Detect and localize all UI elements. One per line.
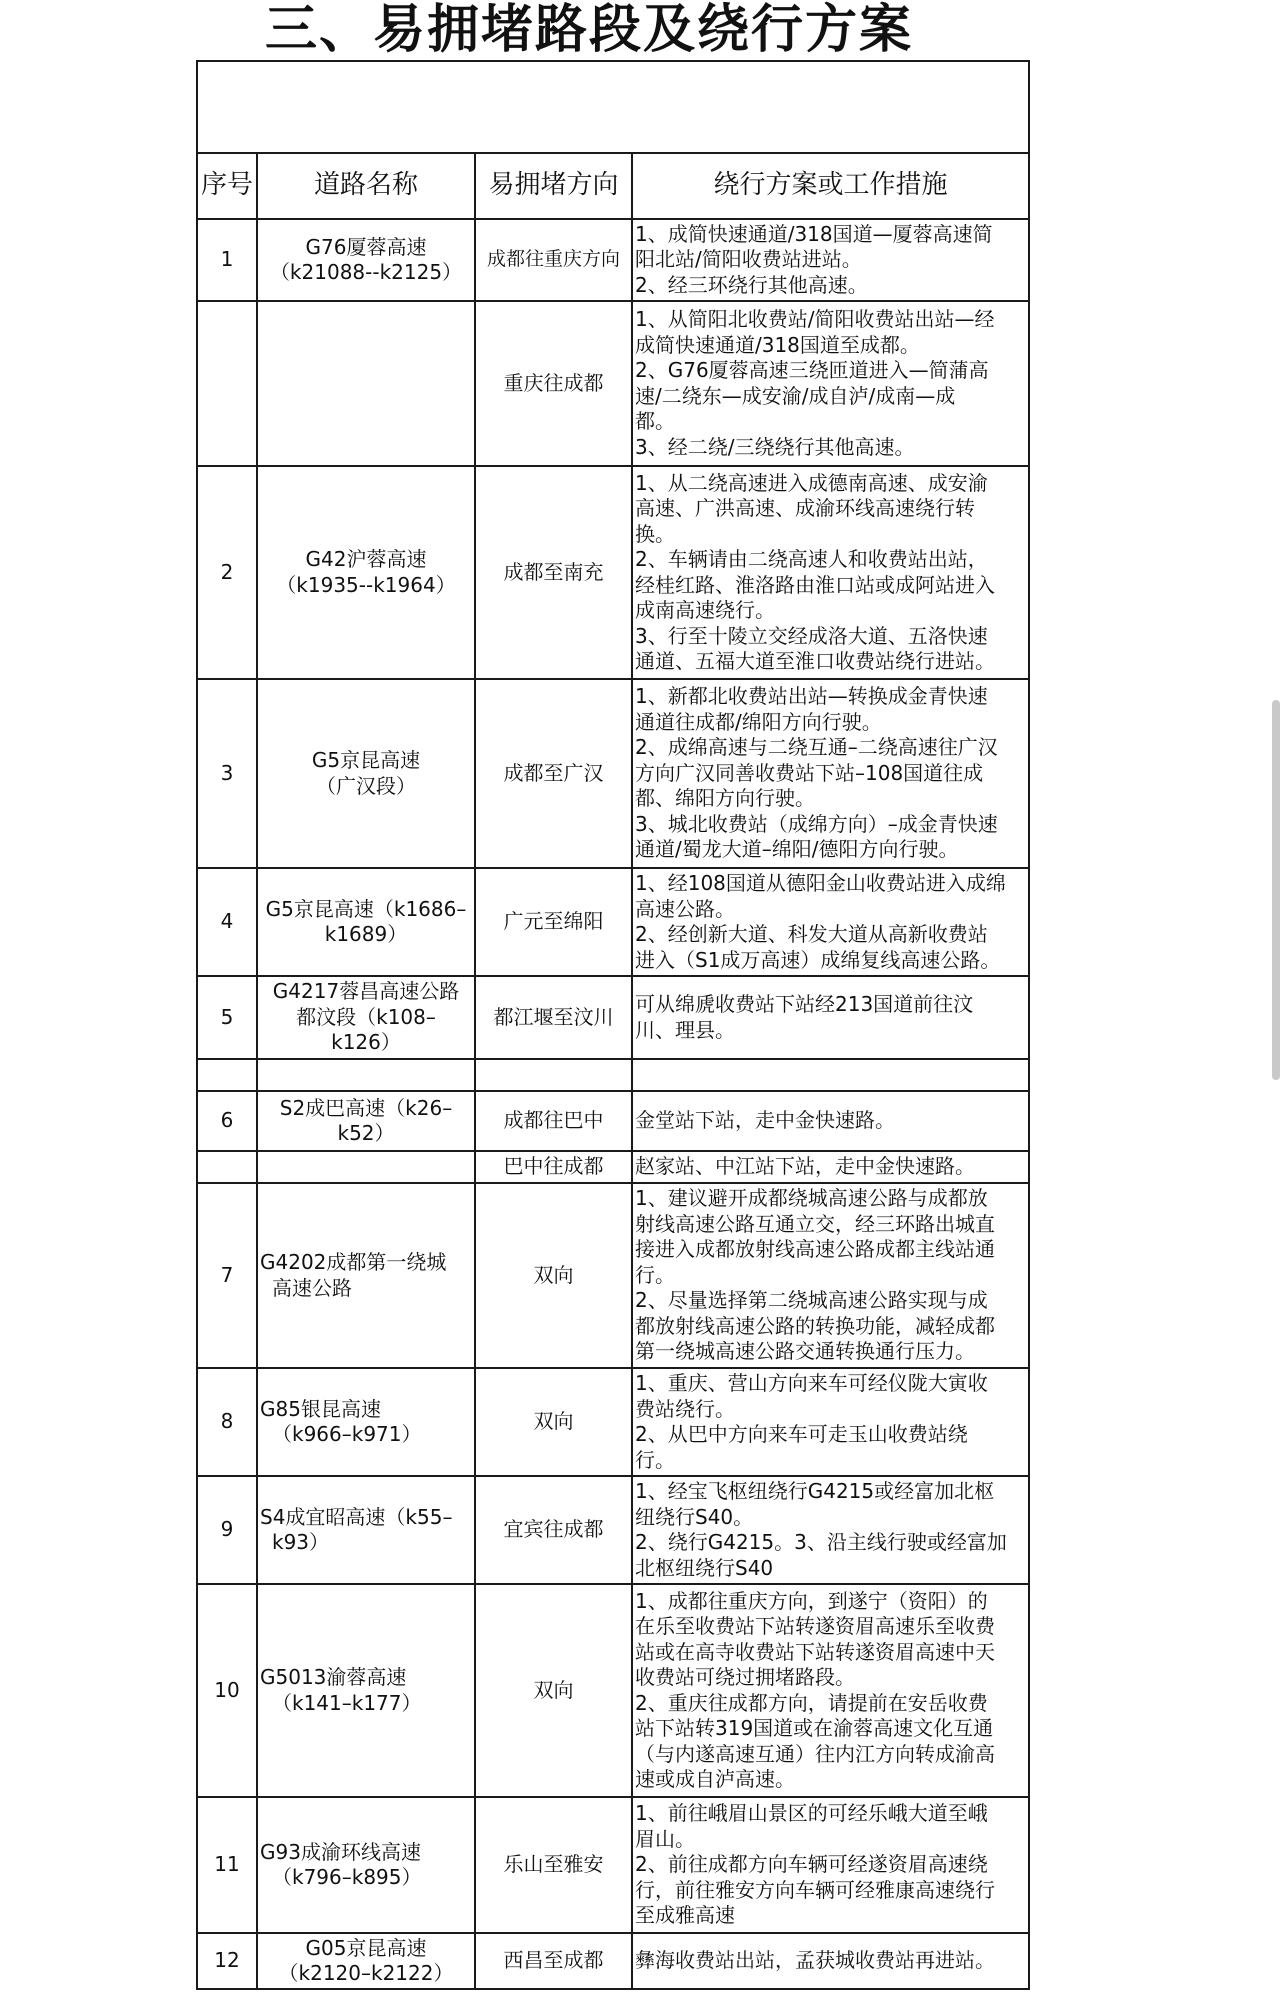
- road-cell: [257, 219, 475, 301]
- cell-line: （k2120–k2122）: [278, 1961, 454, 1985]
- cell-line: 阳北站/简阳收费站进站。: [635, 247, 862, 272]
- cell-line: G85银昆高速: [260, 1396, 381, 1421]
- direction-cell: [475, 1059, 632, 1091]
- cell-line: 成简快速通道/318国道至成都。: [635, 332, 920, 357]
- road-cell: [257, 1151, 475, 1183]
- cell-line: 2、经三环绕行其他高速。: [635, 272, 868, 297]
- header-direction: 易拥堵方向: [475, 153, 632, 219]
- table-row: [197, 301, 1029, 466]
- plan-cell: [632, 868, 1029, 976]
- cell-line: 赵家站、中江站下站，走中金快速路。: [635, 1154, 975, 1179]
- cell-line: 2、尽量选择第二绕城高速公路实现与成: [635, 1288, 988, 1313]
- seq-cell: 12: [197, 1933, 257, 1989]
- road-cell: [257, 1933, 475, 1989]
- cell-line: G05京昆高速: [305, 1935, 427, 1960]
- direction-cell: 都江堰至汶川: [475, 976, 632, 1059]
- cell-line: （广汉段）: [316, 773, 416, 798]
- cell-line: 接进入成都放射线高速公路成都主线站通: [635, 1237, 995, 1262]
- cell-line: 行，前往雅安方向车辆可经雅康高速绕行: [635, 1877, 995, 1902]
- seq-cell: [197, 1059, 257, 1091]
- cell-line: 1、前往峨眉山景区的可经乐峨大道至峨: [635, 1801, 988, 1826]
- table-row: [197, 1933, 1029, 1989]
- cell-line: 纽绕行S40。: [635, 1504, 754, 1529]
- cell-line: 金堂站下站，走中金快速路。: [635, 1108, 895, 1133]
- direction-cell: 乐山至雅安: [475, 1797, 632, 1933]
- cell-line: 射线高速公路互通立交，经三环路出城直: [635, 1211, 995, 1236]
- cell-line: 进入（S1成万高速）成绵复线高速公路。: [635, 947, 1001, 972]
- cell-line: 2、绕行G4215。3、沿主线行驶或经富加: [635, 1530, 1007, 1554]
- road-cell: [257, 679, 475, 868]
- cell-line: 都。: [635, 409, 675, 433]
- seq-cell: 1: [197, 219, 257, 301]
- cell-line: 3、城北收费站（成绵方向）–成金青快速: [635, 811, 998, 836]
- table-row: [197, 1059, 1029, 1091]
- header-road: 道路名称: [257, 153, 475, 219]
- seq-cell: [197, 1151, 257, 1183]
- cell-line: G4217蓉昌高速公路: [272, 979, 460, 1004]
- table-row: [197, 1151, 1029, 1183]
- table-row: [197, 679, 1029, 868]
- table-header-row: [197, 153, 1029, 219]
- cell-line: 换。: [635, 521, 675, 546]
- direction-cell: 双向: [475, 1183, 632, 1368]
- cell-line: S4成宜昭高速（k55–: [260, 1504, 453, 1529]
- direction-cell: 宜宾往成都: [475, 1476, 632, 1584]
- cell-line: 在乐至收费站下站转遂资眉高速乐至收费: [635, 1614, 995, 1638]
- plan-cell: [632, 1368, 1029, 1476]
- cell-line: 可从绵虒收费站下站经213国道前往汶: [635, 992, 974, 1016]
- plan-cell: [632, 1151, 1029, 1183]
- table-row: [197, 219, 1029, 301]
- cell-line: k52）: [337, 1121, 395, 1145]
- cell-line: G5京昆高速: [311, 748, 421, 772]
- cell-line: 经桂红路、淮洛路由淮口站或成阿站进入: [635, 572, 995, 597]
- plan-cell: [632, 1797, 1029, 1933]
- cell-line: （k796–k895）: [272, 1865, 422, 1889]
- cell-line: 通道/蜀龙大道–绵阳/德阳方向行驶。: [635, 837, 959, 862]
- road-cell: [257, 976, 475, 1059]
- cell-line: 眉山。: [635, 1826, 695, 1851]
- table-blank-row: [197, 61, 1029, 153]
- seq-cell: 5: [197, 976, 257, 1059]
- direction-cell: 巴中往成都: [475, 1151, 632, 1183]
- direction-cell: 双向: [475, 1584, 632, 1797]
- cell-line: 都、绵阳方向行驶。: [635, 786, 815, 811]
- table-row: [197, 1183, 1029, 1368]
- seq-cell: 4: [197, 868, 257, 976]
- table-row: [197, 1584, 1029, 1797]
- road-cell: [257, 1183, 475, 1368]
- cell-line: k126）: [331, 1030, 401, 1055]
- plan-cell: [632, 466, 1029, 679]
- plan-cell: [632, 1933, 1029, 1989]
- cell-line: 至成雅高速: [635, 1903, 735, 1928]
- cell-line: S2成巴高速（k26–: [279, 1095, 453, 1120]
- seq-cell: 6: [197, 1091, 257, 1151]
- cell-line: 1、成都往重庆方向，到遂宁（资阳）的: [635, 1588, 988, 1613]
- plan-cell: [632, 976, 1029, 1059]
- detour-table: [196, 60, 1030, 1990]
- cell-line: 高速公路。: [635, 896, 735, 921]
- direction-cell: 成都往重庆方向: [475, 219, 632, 301]
- cell-line: G93成渝环线高速: [260, 1839, 421, 1864]
- cell-line: 方向广汉同善收费站下站–108国道往成: [635, 760, 984, 785]
- cell-line: 都放射线高速公路的转换功能，减轻成都: [635, 1313, 995, 1338]
- cell-line: 1、从二绕高速进入成德南高速、成安渝: [635, 470, 988, 495]
- cell-line: 2、车辆请由二绕高速人和收费站出站，: [635, 547, 988, 571]
- road-cell: [257, 1059, 475, 1091]
- plan-cell: [632, 301, 1029, 466]
- plan-cell: [632, 1183, 1029, 1368]
- cell-line: 2、成绵高速与二绕互通–二绕高速往广汉: [635, 735, 998, 760]
- cell-line: 行。: [635, 1447, 675, 1472]
- direction-cell: 双向: [475, 1368, 632, 1476]
- cell-line: 成南高速绕行。: [635, 598, 775, 622]
- cell-line: （k21088--k2125）: [269, 260, 463, 284]
- cell-line: 速/二绕东—成安渝/成自泸/成南—成: [635, 383, 956, 408]
- cell-line: 3、行至十陵立交经成洛大道、五洛快速: [635, 623, 988, 648]
- road-cell: [257, 301, 475, 466]
- blank-cell: [197, 61, 1029, 153]
- plan-cell: [632, 1091, 1029, 1151]
- cell-line: G4202成都第一绕城: [260, 1250, 447, 1274]
- cell-line: 通道往成都/绵阳方向行驶。: [635, 709, 882, 734]
- cell-line: 2、重庆往成都方向，请提前在安岳收费: [635, 1690, 988, 1715]
- table-row: [197, 1797, 1029, 1933]
- table-row: [197, 466, 1029, 679]
- cell-line: G42沪蓉高速: [305, 547, 427, 571]
- header-seq: 序号: [197, 153, 257, 219]
- table-row: [197, 976, 1029, 1059]
- seq-cell: 8: [197, 1368, 257, 1476]
- seq-cell: 9: [197, 1476, 257, 1584]
- plan-cell: [632, 1584, 1029, 1797]
- cell-line: 高速、广洪高速、成渝环线高速绕行转: [635, 496, 975, 520]
- seq-cell: 11: [197, 1797, 257, 1933]
- cell-line: 收费站可绕过拥堵路段。: [635, 1665, 855, 1689]
- road-cell: [257, 868, 475, 976]
- cell-line: 1、重庆、营山方向来车可经仪陇大寅收: [635, 1371, 988, 1395]
- plan-cell: [632, 219, 1029, 301]
- direction-cell: 广元至绵阳: [475, 868, 632, 976]
- direction-cell: 成都至南充: [475, 466, 632, 679]
- road-cell: [257, 1797, 475, 1933]
- cell-line: 1、经宝飞枢纽绕行G4215或经富加北枢: [635, 1479, 995, 1503]
- road-cell: [257, 1476, 475, 1584]
- cell-line: 2、前往成都方向车辆可经遂资眉高速绕: [635, 1852, 988, 1877]
- table-row: [197, 1476, 1029, 1584]
- cell-line: 川、理县。: [635, 1017, 735, 1042]
- cell-line: G5013渝蓉高速: [260, 1665, 407, 1689]
- cell-line: 北枢纽绕行S40: [635, 1555, 774, 1580]
- cell-line: 通道、五福大道至淮口收费站绕行进站。: [635, 649, 995, 673]
- cell-line: 1、从简阳北收费站/简阳收费站出站—经: [635, 307, 995, 331]
- cell-line: k93）: [272, 1530, 330, 1554]
- cell-line: 2、G76厦蓉高速三绕匝道进入—简蒲高: [635, 358, 989, 382]
- cell-line: 速或成自泸高速。: [635, 1767, 795, 1791]
- road-cell: [257, 466, 475, 679]
- cell-line: 2、从巴中方向来车可走玉山收费站绕: [635, 1422, 968, 1446]
- cell-line: （k141–k177）: [272, 1690, 422, 1715]
- cell-line: G5京昆高速（k1686–: [265, 896, 467, 921]
- road-cell: [257, 1091, 475, 1151]
- cell-line: 高速公路: [272, 1275, 352, 1300]
- direction-cell: 重庆往成都: [475, 301, 632, 466]
- cell-line: 1、成简快速通道/318国道—厦蓉高速简: [635, 221, 993, 246]
- cell-line: 彝海收费站出站，孟获城收费站再进站。: [635, 1948, 995, 1973]
- direction-cell: 西昌至成都: [475, 1933, 632, 1989]
- cell-line: k1689）: [324, 922, 408, 946]
- road-cell: [257, 1584, 475, 1797]
- seq-cell: 3: [197, 679, 257, 868]
- scrollbar[interactable]: [1272, 700, 1280, 1080]
- cell-line: 站下站转319国道或在渝蓉高速文化互通: [635, 1716, 994, 1740]
- seq-cell: 7: [197, 1183, 257, 1368]
- cell-line: 1、经108国道从德阳金山收费站进入成绵: [635, 871, 1006, 895]
- cell-line: （k1935--k1964）: [276, 572, 456, 597]
- cell-line: （与内遂高速互通）往内江方向转成渝高: [635, 1741, 995, 1766]
- cell-line: 行。: [635, 1262, 675, 1287]
- cell-line: 第一绕城高速公路交通转换通行压力。: [635, 1339, 975, 1364]
- cell-line: 1、新都北收费站出站—转换成金青快速: [635, 684, 988, 709]
- direction-cell: 成都往巴中: [475, 1091, 632, 1151]
- table-row: [197, 1091, 1029, 1151]
- plan-cell: [632, 679, 1029, 868]
- cell-line: 2、经创新大道、科发大道从高新收费站: [635, 922, 988, 946]
- direction-cell: 成都至广汉: [475, 679, 632, 868]
- table-row: [197, 868, 1029, 976]
- seq-cell: 2: [197, 466, 257, 679]
- road-cell: [257, 1368, 475, 1476]
- cell-line: 都汶段（k108–: [296, 1004, 436, 1029]
- header-plan: 绕行方案或工作措施: [632, 153, 1029, 219]
- cell-line: 3、经二绕/三绕绕行其他高速。: [635, 434, 915, 459]
- plan-cell: [632, 1059, 1029, 1091]
- cell-line: G76厦蓉高速: [305, 234, 427, 259]
- plan-cell: [632, 1476, 1029, 1584]
- page-title: 三、易拥堵路段及绕行方案: [265, 0, 914, 60]
- seq-cell: 10: [197, 1584, 257, 1797]
- seq-cell: [197, 301, 257, 466]
- cell-line: （k966–k971）: [272, 1422, 422, 1446]
- cell-line: 站或在高寺收费站下站转遂资眉高速中天: [635, 1639, 995, 1664]
- table-row: [197, 1368, 1029, 1476]
- cell-line: 1、建议避开成都绕城高速公路与成都放: [635, 1186, 988, 1211]
- cell-line: 费站绕行。: [635, 1396, 735, 1421]
